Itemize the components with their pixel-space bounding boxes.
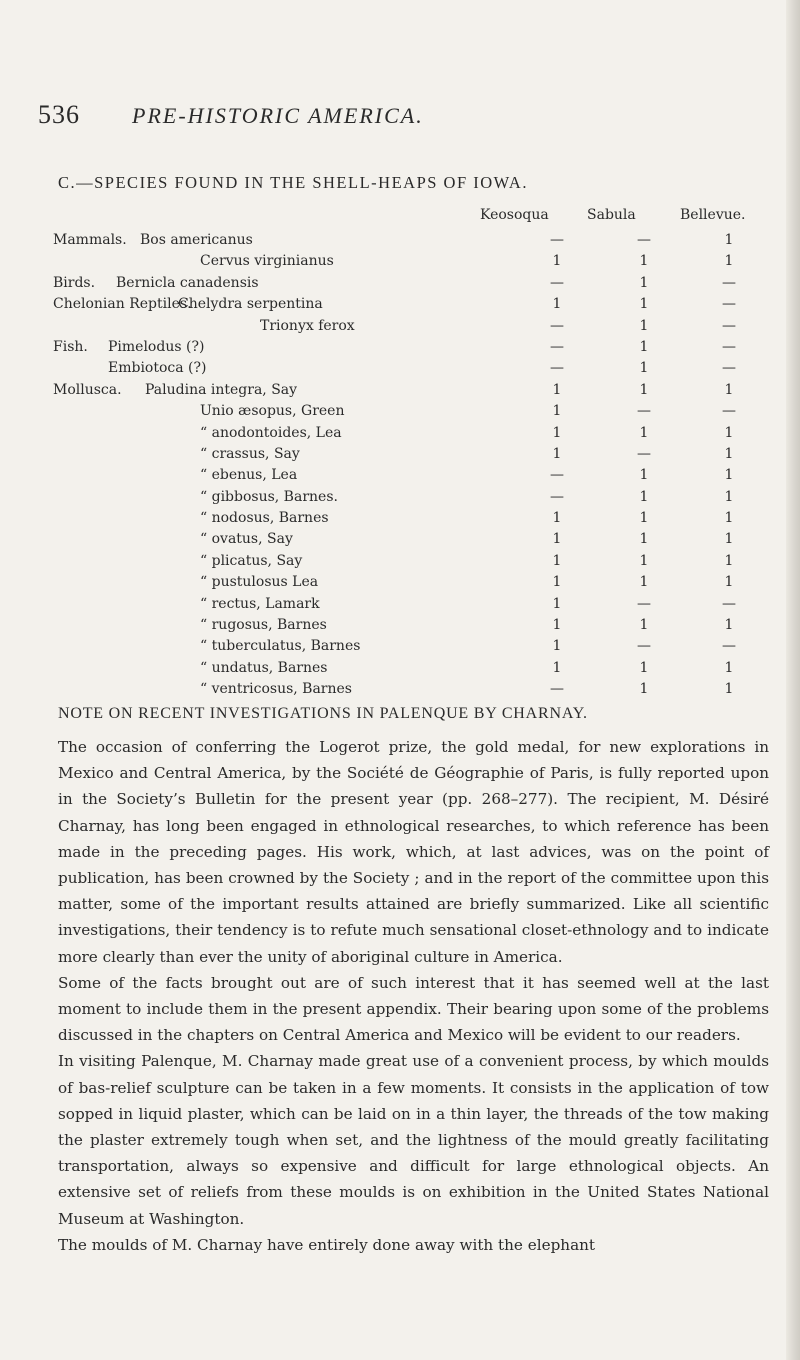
occurrence-cell: 1 <box>724 488 734 505</box>
occurrence-cell: 1 <box>639 488 649 505</box>
species-name: “ gibbosus, Barnes. <box>200 488 338 505</box>
occurrence-cell: 1 <box>552 552 562 569</box>
species-name: “ crassus, Say <box>200 445 300 462</box>
table-row <box>0 339 800 360</box>
table-row <box>0 467 800 488</box>
occurrence-cell: 1 <box>639 317 649 334</box>
column-header-sabula: Sabula <box>587 207 636 223</box>
occurrence-cell: — <box>637 595 651 612</box>
table-row <box>0 681 800 702</box>
table-row <box>0 531 800 552</box>
table-row <box>0 275 800 296</box>
occurrence-cell: 1 <box>639 381 649 398</box>
table-row <box>0 360 800 381</box>
table-row <box>0 382 800 403</box>
occurrence-cell: 1 <box>639 659 649 676</box>
occurrence-cell: 1 <box>724 232 734 248</box>
occurrence-cell: 1 <box>639 296 649 313</box>
species-name: “ rugosus, Barnes <box>200 617 327 634</box>
occurrence-cell: — <box>550 488 564 505</box>
occurrence-cell: 1 <box>724 574 734 591</box>
category-label: Birds. <box>53 274 96 291</box>
occurrence-cell: — <box>550 338 564 355</box>
occurrence-cell: 1 <box>724 445 734 462</box>
occurrence-cell: — <box>722 274 736 291</box>
occurrence-cell: 1 <box>552 510 562 527</box>
species-name: “ nodosus, Barnes <box>200 510 329 527</box>
occurrence-cell: — <box>550 360 564 377</box>
table-row <box>0 660 800 681</box>
table-row <box>0 489 800 510</box>
occurrence-cell: — <box>722 595 736 612</box>
occurrence-cell: 1 <box>552 403 562 420</box>
occurrence-cell: 1 <box>639 338 649 355</box>
occurrence-cell: 1 <box>639 274 649 291</box>
occurrence-cell: — <box>550 467 564 484</box>
column-header-keosoqua: Keosoqua <box>480 207 549 223</box>
species-name: “ plicatus, Say <box>200 552 303 569</box>
species-name: “ ovatus, Say <box>200 531 293 548</box>
species-name: Unio æsopus, Green <box>200 403 345 420</box>
category-label: Mammals. <box>53 232 127 248</box>
occurrence-cell: 1 <box>552 659 562 676</box>
page-number: 536 <box>38 100 80 129</box>
table-row <box>0 510 800 531</box>
occurrence-cell: 1 <box>639 552 649 569</box>
occurrence-cell: 1 <box>724 552 734 569</box>
note-body <box>58 734 769 1258</box>
occurrence-cell: — <box>722 338 736 355</box>
occurrence-cell: — <box>550 232 564 248</box>
occurrence-cell: — <box>550 681 564 698</box>
table-row <box>0 638 800 659</box>
occurrence-cell: 1 <box>639 467 649 484</box>
table-row <box>0 425 800 446</box>
species-name: Bernicla canadensis <box>116 274 259 291</box>
category-label: Mollusca. <box>53 381 122 398</box>
occurrence-cell: 1 <box>552 638 562 655</box>
species-name: Chelydra serpentina <box>178 296 323 313</box>
occurrence-cell: 1 <box>552 531 562 548</box>
occurrence-cell: 1 <box>724 424 734 441</box>
occurrence-cell: — <box>722 317 736 334</box>
occurrence-cell: 1 <box>724 531 734 548</box>
occurrence-cell: 1 <box>552 617 562 634</box>
table-row <box>0 617 800 638</box>
occurrence-cell: 1 <box>552 381 562 398</box>
species-name: “ anodontoides, Lea <box>200 424 342 441</box>
species-name: Trionyx ferox <box>260 317 355 334</box>
column-header-bellevue: Bellevue. <box>680 207 746 223</box>
species-name: Pimelodus (?) <box>108 338 205 355</box>
occurrence-cell: 1 <box>639 253 649 270</box>
occurrence-cell: 1 <box>552 296 562 313</box>
occurrence-cell: 1 <box>552 595 562 612</box>
occurrence-cell: 1 <box>724 467 734 484</box>
table-heading: C.—SPECIES FOUND IN THE SHELL-HEAPS OF IOWA. <box>58 173 528 192</box>
species-name: “ pustulosus Lea <box>200 574 319 591</box>
occurrence-cell: 1 <box>552 424 562 441</box>
paragraph: The moulds of M. Charnay have entirely done away with the elephant <box>58 1235 596 1254</box>
category-label: Chelonian Reptiles. <box>53 296 192 313</box>
table-row <box>0 553 800 574</box>
running-head <box>38 100 424 130</box>
species-name: Bos americanus <box>140 232 253 248</box>
occurrence-cell: 1 <box>639 360 649 377</box>
occurrence-cell: 1 <box>552 574 562 591</box>
species-name: “ tuberculatus, Barnes <box>200 638 361 655</box>
occurrence-cell: 1 <box>724 253 734 270</box>
species-name: “ undatus, Barnes <box>200 659 328 676</box>
occurrence-cell: 1 <box>639 574 649 591</box>
table-row <box>0 232 800 253</box>
table-row <box>0 574 800 595</box>
species-name: Embiotoca (?) <box>108 360 207 377</box>
species-name: “ rectus, Lamark <box>200 595 320 612</box>
table-row <box>0 296 800 317</box>
table-row <box>0 253 800 274</box>
occurrence-cell: — <box>637 445 651 462</box>
occurrence-cell: — <box>637 638 651 655</box>
occurrence-cell: 1 <box>724 381 734 398</box>
table-row <box>0 318 800 339</box>
occurrence-cell: 1 <box>639 531 649 548</box>
table-row <box>0 446 800 467</box>
occurrence-cell: 1 <box>552 253 562 270</box>
occurrence-cell: 1 <box>724 659 734 676</box>
paragraph: Some of the facts brought out are of such interest that it has seemed well at the last moment to include them in the present appendix. Their bearing upon some of the problems discussed in the chapters on Central America and Mexico will be evident to our readers. <box>58 973 769 1045</box>
occurrence-cell: 1 <box>639 617 649 634</box>
occurrence-cell: 1 <box>639 510 649 527</box>
species-name: Paludina integra, Say <box>145 381 298 398</box>
occurrence-cell: 1 <box>724 510 734 527</box>
paragraph: In visiting Palenque, M. Charnay made great use of a convenient process, by which moulds of bas-relief sculpture can be taken in a few moments. It consists in the application of tow sopped in liquid plaster, which can be laid on in a thin layer, the threads of the tow making the plaster extremely tough when set, and the lightness of the mould greatly facilitating transportation, always so expensive and difficult for large ethnological objects. An extensive set of reliefs from these moulds is on exhibition in the United States National Museum at Washington. <box>58 1052 769 1228</box>
occurrence-cell: — <box>550 274 564 291</box>
occurrence-cell: — <box>637 232 651 248</box>
occurrence-cell: 1 <box>639 424 649 441</box>
species-name: “ ventricosus, Barnes <box>200 681 352 698</box>
occurrence-cell: — <box>722 296 736 313</box>
occurrence-cell: — <box>722 638 736 655</box>
species-name: Cervus virginianus <box>200 253 334 270</box>
running-title: PRE-HISTORIC AMERICA. <box>132 103 424 128</box>
occurrence-cell: — <box>722 403 736 420</box>
occurrence-cell: 1 <box>552 445 562 462</box>
category-label: Fish. <box>53 338 88 355</box>
occurrence-cell: — <box>722 360 736 377</box>
species-table <box>0 232 800 703</box>
occurrence-cell: 1 <box>724 681 734 698</box>
occurrence-cell: 1 <box>639 681 649 698</box>
table-row <box>0 403 800 424</box>
paragraph: The occasion of conferring the Logerot prize, the gold medal, for new explorations in Mexico and Central America, by the Société de Géographie of Paris, is fully reported upon in the Society’s Bulletin for the present year (pp. 268–277). The recipient, M. Désiré Charnay, has long been engaged in ethnological researches, to which reference has been made in the preceding pages. His work, which, at last advices, was on the point of publication, has been crowned by the Society ; and in the report of the committee upon this matter, some of the important results attained are briefly summarized. Like all scientific investigations, their tendency is to refute much sensational closet-ethnology and to indicate more clearly than ever the unity of aboriginal culture in America. <box>58 738 769 966</box>
occurrence-cell: 1 <box>724 617 734 634</box>
note-heading: NOTE ON RECENT INVESTIGATIONS IN PALENQUE BY CHARNAY. <box>58 705 588 722</box>
species-name: “ ebenus, Lea <box>200 467 298 484</box>
occurrence-cell: — <box>550 317 564 334</box>
table-row <box>0 596 800 617</box>
occurrence-cell: — <box>637 403 651 420</box>
